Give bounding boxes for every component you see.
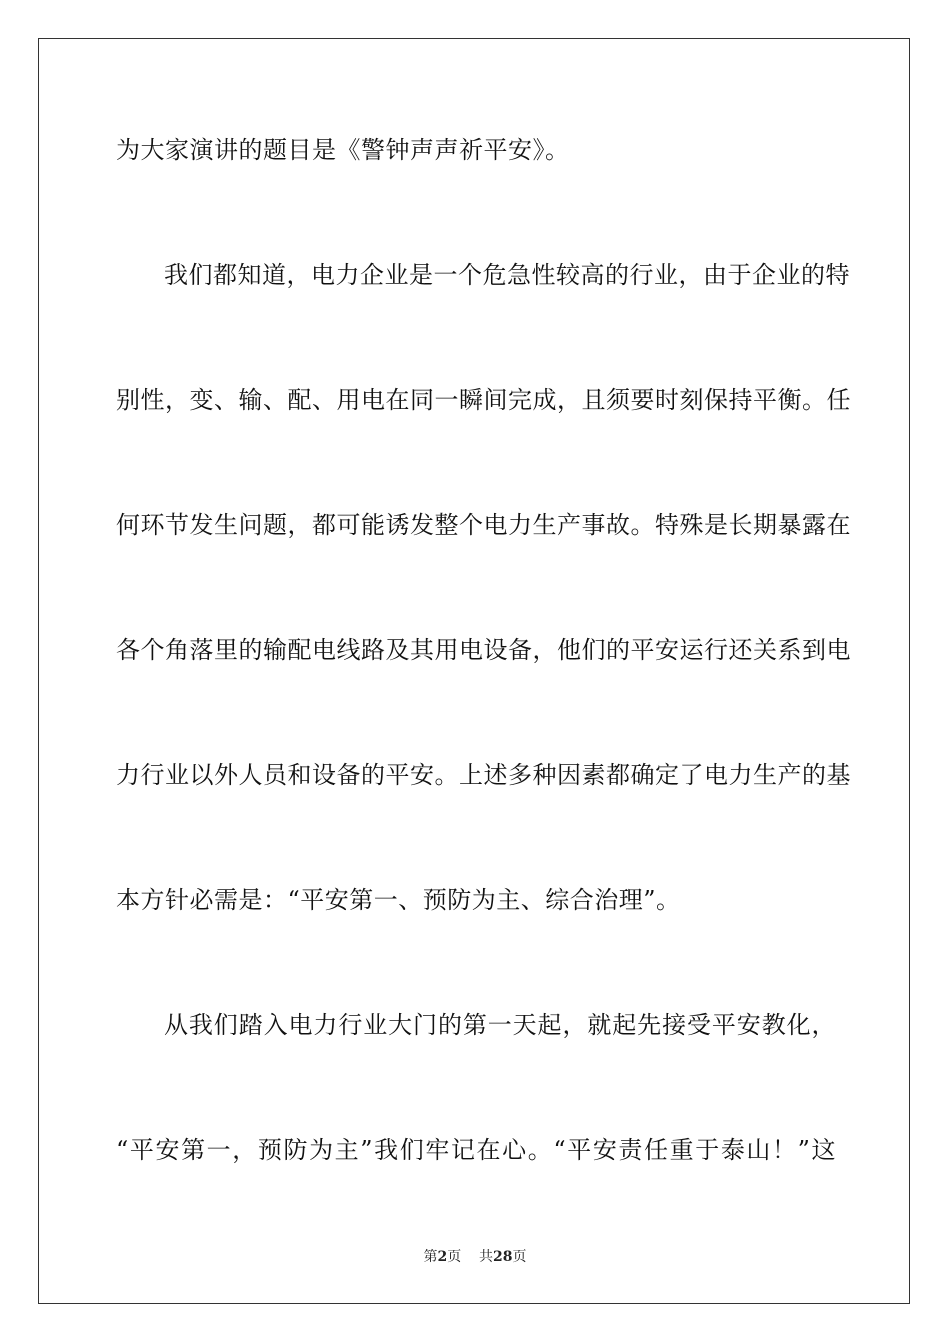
paragraph-first-line: 从我们踏入电力行业大门的第一天起，就起先接受平安教化， xyxy=(164,1011,836,1039)
text-line: 力行业以外人员和设备的平安。上述多种因素都确定了电力生产的基 xyxy=(116,761,851,789)
text-line: 别性，变、输、配、用电在同一瞬间完成，且须要时刻保持平衡。任 xyxy=(116,386,851,414)
text-line: 各个角落里的输配电线路及其用电设备，他们的平安运行还关系到电 xyxy=(116,636,851,664)
page-number: 2 xyxy=(437,1249,448,1265)
text-line: 何环节发生问题，都可能诱发整个电力生产事故。特殊是长期暴露在 xyxy=(116,511,851,539)
text-line: “平安第一，预防为主”我们牢记在心。“平安责任重于泰山！”这 xyxy=(116,1136,836,1164)
text-line: 本方针必需是：“平安第一、预防为主、综合治理”。 xyxy=(116,886,681,914)
page-border xyxy=(38,38,910,1304)
total-suffix: 页 xyxy=(512,1249,527,1265)
page-suffix: 页 xyxy=(447,1249,462,1265)
text-line: 为大家演讲的题目是《警钟声声祈平安》。 xyxy=(116,136,570,164)
total-pages: 28 xyxy=(493,1249,513,1265)
page-prefix: 第 xyxy=(423,1249,438,1265)
total-prefix: 共 xyxy=(479,1249,494,1265)
page-footer xyxy=(0,1248,950,1266)
paragraph-first-line: 我们都知道，电力企业是一个危急性较高的行业，由于企业的特 xyxy=(164,261,850,289)
